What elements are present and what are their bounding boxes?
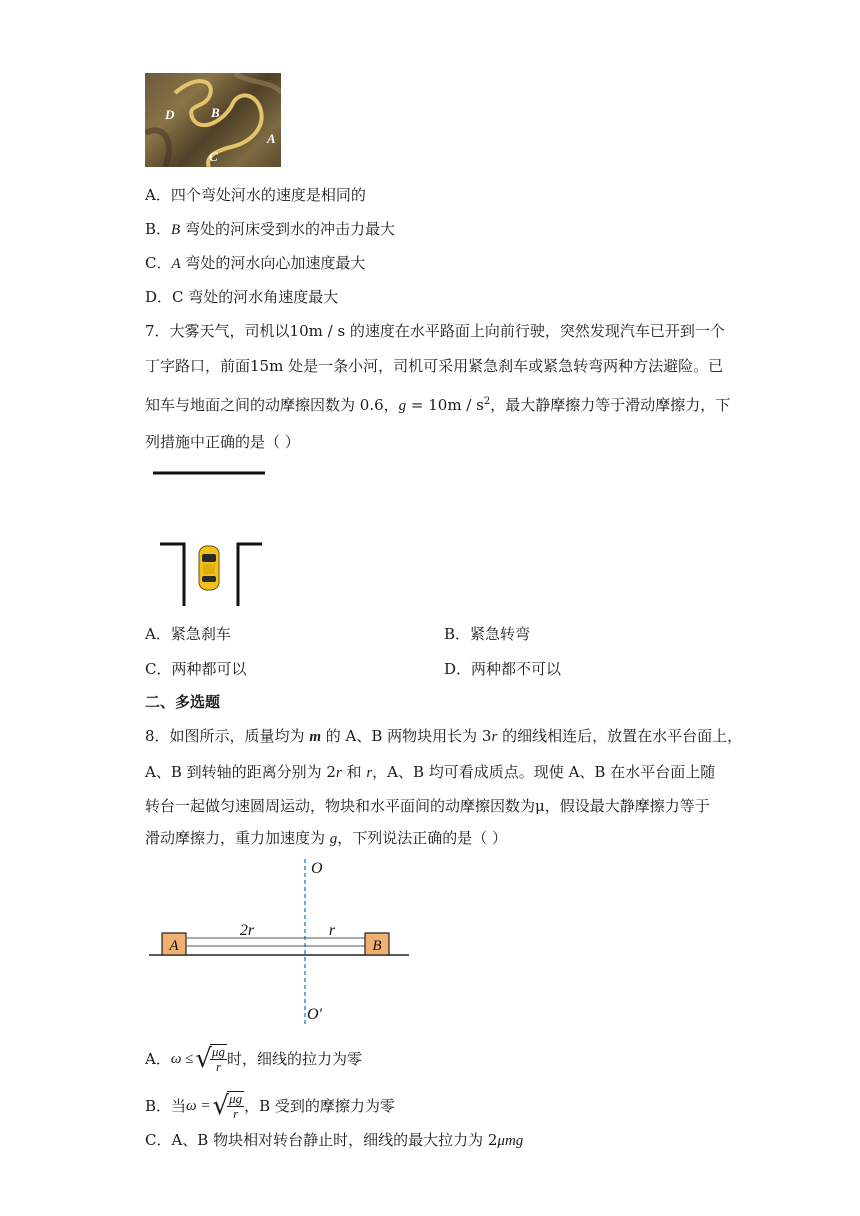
sqrt-symbol: √ bbox=[212, 1091, 230, 1121]
q7-stem-line3 bbox=[145, 392, 730, 416]
road-left-corner bbox=[160, 544, 184, 606]
q6-option-b-text: 弯处的河床受到水的冲击力最大 bbox=[180, 220, 395, 238]
q7-line3-text-end: ，最大静摩擦力等于滑动摩擦力，下 bbox=[490, 396, 731, 414]
axis-label-top: O bbox=[311, 860, 323, 877]
q8-option-b-prefix: B．当 bbox=[145, 1097, 187, 1115]
axis-label-bottom: O′ bbox=[307, 1006, 323, 1023]
q7-g-value: = 10m / s bbox=[406, 396, 484, 414]
q8-stem-line2 bbox=[145, 762, 715, 783]
q8-stem-line1 bbox=[145, 726, 742, 747]
q7-line3-text: 知车与地面之间的动摩擦因数为 0.6， bbox=[145, 396, 399, 414]
q7-stem-line4: 列措施中正确的是（ ） bbox=[145, 433, 300, 451]
q8-mass-symbol: m bbox=[309, 729, 321, 745]
distance-label-left: 2r bbox=[239, 922, 255, 939]
q8-l2-text-a: A、B 到转轴的距离分别为 2 bbox=[145, 763, 336, 781]
car-icon bbox=[199, 546, 219, 590]
q7-stem-line1: 7．大雾天气，司机以10m / s 的速度在水平路面上向前行驶，突然发现汽车已开到一个 bbox=[145, 322, 725, 340]
q8-g-symbol: g bbox=[329, 831, 338, 847]
q7-g-exponent: 2 bbox=[483, 396, 491, 407]
q8-l1-text-c: 的细线相连后，放置在水平台面上， bbox=[497, 727, 743, 745]
q8-l2-r-symbol: r bbox=[335, 765, 342, 781]
q8-option-a-omega: ω ≤ bbox=[170, 1051, 194, 1067]
block-b-label: B bbox=[372, 938, 382, 954]
q8-option-a-numerator: μg bbox=[212, 1044, 226, 1059]
q6-option-b-var: B bbox=[171, 222, 181, 238]
q8-stem-line4 bbox=[145, 828, 507, 849]
t-junction-diagram bbox=[150, 468, 270, 608]
sqrt-symbol: √ bbox=[195, 1044, 212, 1074]
q8-l2-text-c: ，A、B 均可看成质点。现使 A、B 在水平台面上随 bbox=[372, 763, 716, 781]
bend-label-a: A bbox=[267, 131, 276, 146]
q8-l4-text-b: ，下列说法正确的是（ ） bbox=[337, 829, 508, 847]
q8-option-c-text: C．A、B 物块相对转台静止时，细线的最大拉力为 2 bbox=[145, 1131, 498, 1149]
q8-l1-text-a: 8．如图所示，质量均为 bbox=[145, 727, 310, 745]
rotating-platform-diagram bbox=[145, 855, 415, 1030]
distance-label-right: r bbox=[328, 922, 336, 939]
bend-label-d: D bbox=[165, 107, 175, 122]
q8-option-b-omega: ω = bbox=[186, 1098, 211, 1114]
q6-option-c-prefix: C． bbox=[145, 254, 172, 272]
q8-option-b bbox=[145, 1091, 395, 1121]
q8-option-b-text: ，B 受到的摩擦力为零 bbox=[244, 1097, 395, 1115]
q8-option-a-text: 时，细线的拉力为零 bbox=[227, 1050, 363, 1068]
q6-option-c-text: 弯处的河水向心加速度最大 bbox=[180, 254, 366, 272]
q7-option-d: D．两种都不可以 bbox=[444, 660, 562, 678]
bend-label-c: C bbox=[209, 149, 218, 164]
q8-option-c-formula: μmg bbox=[497, 1133, 524, 1149]
q7-option-c: C．两种都可以 bbox=[145, 660, 247, 678]
q8-option-a-prefix: A． bbox=[145, 1050, 171, 1068]
road-right-corner bbox=[238, 544, 262, 606]
bend-label-b: B bbox=[211, 105, 220, 120]
river-bends-photo bbox=[145, 73, 281, 167]
q8-option-a-fraction bbox=[210, 1044, 227, 1074]
q6-option-b bbox=[145, 219, 395, 240]
q6-option-d: D．C 弯处的河水角速度最大 bbox=[145, 288, 339, 306]
q8-option-a-denominator: r bbox=[215, 1059, 222, 1074]
q8-l4-text-a: 滑动摩擦力，重力加速度为 bbox=[145, 829, 330, 847]
block-a-label: A bbox=[169, 938, 179, 954]
q8-stem-line3: 转台一起做匀速圆周运动，物块和水平面间的动摩擦因数为μ，假设最大静摩擦力等于 bbox=[145, 797, 710, 815]
q6-option-b-prefix: B． bbox=[145, 220, 172, 238]
q8-option-c bbox=[145, 1130, 523, 1151]
q6-option-c-var: A bbox=[171, 256, 181, 272]
q7-g-symbol: g bbox=[398, 398, 407, 414]
q6-option-a: A．四个弯处河水的速度是相同的 bbox=[145, 186, 366, 204]
q8-l2-text-b: 和 bbox=[341, 763, 367, 781]
q8-option-a bbox=[145, 1044, 362, 1074]
q8-option-b-denominator: r bbox=[233, 1106, 239, 1121]
q7-option-a: A．紧急刹车 bbox=[145, 625, 231, 643]
q8-l2-r2-symbol: r bbox=[366, 765, 373, 781]
q8-option-b-fraction bbox=[227, 1091, 244, 1121]
section-heading-multi-choice: 二、多选题 bbox=[145, 693, 221, 711]
q7-stem-line2: 丁字路口，前面15m 处是一条小河，司机可采用紧急刹车或紧急转弯两种方法避险。已 bbox=[145, 357, 724, 375]
q7-option-b: B．紧急转弯 bbox=[444, 625, 531, 643]
q6-option-c bbox=[145, 253, 365, 274]
q8-l1-text-b: 的 A、B 两物块用长为 3 bbox=[321, 727, 492, 745]
q8-option-b-numerator: μg bbox=[229, 1091, 243, 1106]
q8-l1-r-symbol: r bbox=[491, 729, 498, 745]
